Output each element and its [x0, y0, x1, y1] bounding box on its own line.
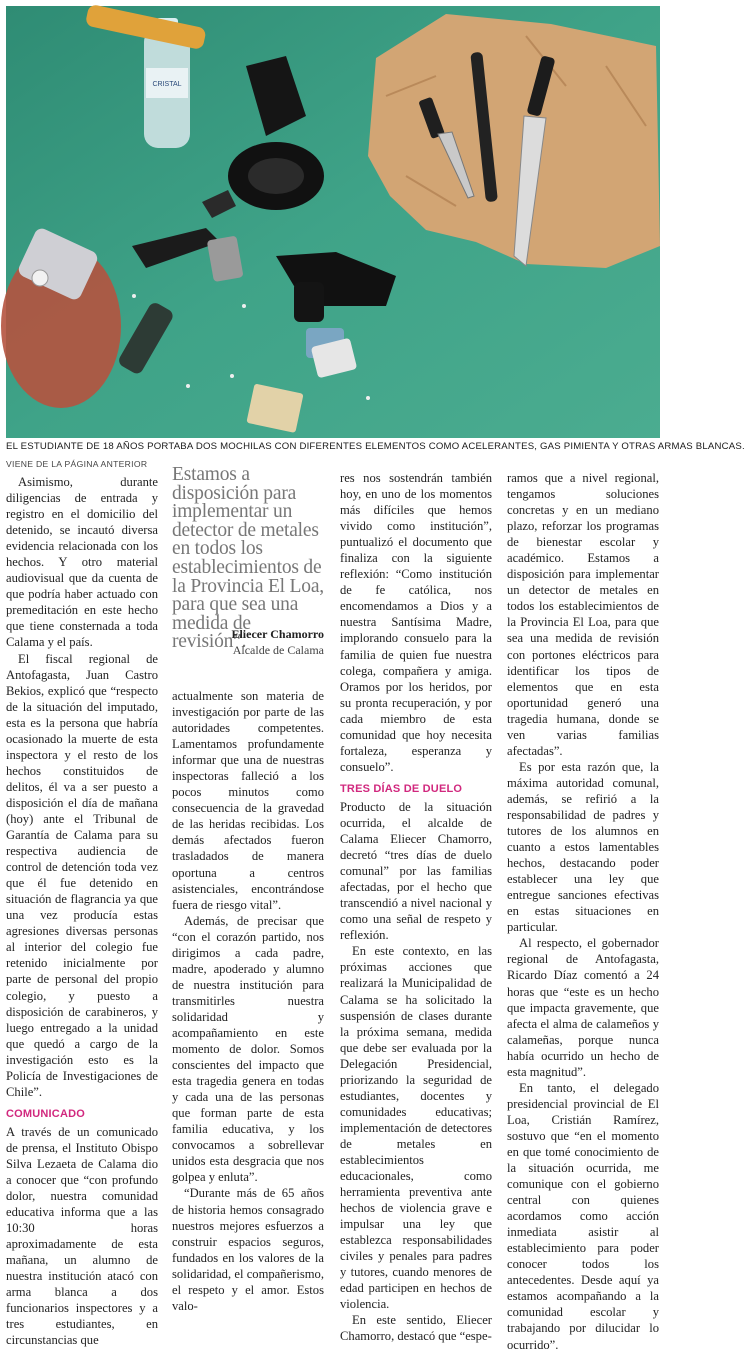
paragraph: Producto de la situación ocurrida, el alcalde de Calama Eliecer Chamorro, decretó “tres días de duelo comunal” por las familias afectadas, por el hecho que transcendió a nivel nacional y como una señal de respeto y reflexión.: [340, 799, 492, 943]
paragraph: Al respecto, el gobernador regional de Antofagasta, Ricardo Díaz comentó a 24 horas que “este es un hecho que impacta gravemente, que afecta el alma de calameños y calameñas, porque nunca había ocurrido un hecho de esta magnitud”.: [507, 936, 659, 1079]
column-3: [340, 470, 492, 1345]
column-1: [6, 474, 158, 1349]
paragraph: En tanto, el delegado presidencial provincial de El Loa, Cristián Ramírez, sostuvo que “en el momento en que tomé conocimiento de la situación ocurrida, me comunique con el gobierno central con quienes acordamos como acción inmediata asistir al establecimiento para poder conocer todos los antecedentes. Desde aquí ya estamos acompañando a la comunidad escolar y trabajando por dilucidar lo ocurrido”.: [507, 1080, 659, 1352]
paragraph: ramos que a nivel regional, tengamos soluciones concretas y en un mediano plazo, reforzar los programas de bienestar escolar y académico. Estamos a disposición para implementar un detector de metales en todos los establecimientos de la Provincia El Loa, para que sea una medida de revisión con portones eléctricos para identificar los tipos de elementos que en esta oportunidad generó una tragedia humana, donde se ven varias familias afectadas”.: [507, 471, 659, 758]
bottle-label: CRISTAL: [152, 81, 182, 88]
paragraph: Es por esta razón que, la máxima autoridad comunal, además, se refirió a la responsabilidad de padres y tutores de los alumnos en cuanto a estos lamentables hechos, destacando poder establecer una ley que entregue sanciones efectivas en estas situaciones en particular.: [507, 759, 659, 935]
paragraph: En este contexto, en las próximas acciones que realizará la Municipalidad de Calama se ha solicitado la suspensión de clases durante la próxima semana, medida que debe ser evaluada por la Delegación Presidencial, priorizando la seguridad de estudiantes, docentes y comunidades educativas; implementación de detectores de metales en establecimientos educacionales, como herramienta preventiva ante hechos de violencia grave e impulsar una ley que establezca responsabilidades civiles y penales para padres y tutores, cuando menores de edad participen en hechos de violencia.: [340, 944, 492, 1312]
paragraph: Asimismo, durante diligencias de entrada y registro en el domicilio del detenido, se incautó diversa evidencia relacionada con los hechos. Y otro material audiovisual que da cuenta de que podría haber actuado con premeditación en este hecho que tiene consternada a toda Calama y el país.: [6, 475, 158, 650]
section-heading-duelo: TRES DÍAS DE DUELO: [340, 782, 463, 795]
paragraph: En este sentido, Eliecer Chamorro, destacó que “espe-: [340, 1313, 492, 1344]
photo-caption: EL ESTUDIANTE DE 18 AÑOS PORTABA DOS MOCHILAS CON DIFERENTES ELEMENTOS COMO ACELERANTES, GAS PIMIENTA Y OTRAS ARMAS BLANCAS.: [6, 441, 745, 452]
quote-attribution: [172, 626, 324, 658]
quote-author-name: Eliecer Chamorro: [231, 627, 324, 641]
evidence-illustration: [6, 6, 660, 438]
paragraph: res nos sostendrán también hoy, en uno de los momentos más difíciles que hemos vivido como institución”, puntualizó el documento que finaliza con la siguiente reflexión: “Como institución de fe católica, nos encomendamos a Dios y a nuestra Santísima Madre, implorando consuelo para la familia de quien fue nuestra colega, compañera y amiga. Oramos por los heridos, por su pronta recuperación, y por cada miembro de esta comunidad que hoy necesita fortaleza, esperanza y consuelo”.: [340, 471, 492, 774]
section-heading-comunicado: COMUNICADO: [6, 1107, 85, 1120]
pull-quote: Estamos a disposición para implementar un detector de metales en todos los establecimientos de la Provincia El Loa, para que sea una medida de revisión”.: [172, 464, 324, 653]
paragraph: actualmente son materia de investigación por parte de las autoridades competentes. Lamentamos profundamente informar que una de nuestras inspectoras falleció a los pocos minutos como consecuencia de la gravedad de las heridas recibidas. Los demás afectados fueron trasladados de manera oportuna a centros asistenciales, encontrándose fuera de riesgo vital”.: [172, 689, 324, 912]
evidence-photo: [6, 6, 660, 438]
quote-author-role: Alcalde de Calama: [232, 643, 324, 657]
column-4: [507, 470, 659, 1353]
continued-label: VIENE DE LA PÁGINA ANTERIOR: [6, 459, 148, 469]
paragraph: A través de un comunicado de prensa, el Instituto Obispo Silva Lezaeta de Calama dio a conocer que “con profundo dolor, nuestra comunidad educativa informa que a las 10:30 horas aproximadamente de esta mañana, un alumno de nuestra institución atacó con arma blanca a dos funcionarios inspectores y a tres estudiantes, en circunstancias que: [6, 1124, 158, 1348]
paragraph: “Durante más de 65 años de historia hemos consagrado nuestros mejores esfuerzos a construir espacios seguros, fundados en los valores de la solidaridad, el compañerismo, el respeto y el amor. Estos valo-: [172, 1186, 324, 1313]
paragraph: Además, de precisar que “con el corazón partido, nos dirigimos a cada padre, madre, apoderado y alumno de nuestra institución para transmitirles nuestra solidaridad y acompañamiento en este momento de dolor. Somos conscientes del impacto que esta tragedia genera en todas y cada una de las personas que forman parte de esta familia educativa, y los convocamos a sobrellevar unidos esta desgracia que nos golpea y enluta”.: [172, 913, 324, 1185]
paragraph: El fiscal regional de Antofagasta, Juan Castro Bekios, explicó que “respecto de la situación del imputado, esta es la persona que habría ocasionado la muerte de esta inspectora y el resto de los hechos constituidos de delitos, él va a ser puesto a disposición el día de mañana (hoy) ante el Tribunal de Garantía de Calama para su respectiva audiencia de control de detención toda vez que él fue detenido en situación de flagrancia ya que una vez producía estas agresiones diversas personas al interior del colegio fue retenido inicialmente por parte de personal del propio colegio, y puesto a disposición de carabineros, y luego entregado a la unidad que quedó a cargo de la investigación esto es la Policía de Investigaciones de Chile”.: [6, 651, 158, 1099]
column-2: [172, 688, 324, 1314]
